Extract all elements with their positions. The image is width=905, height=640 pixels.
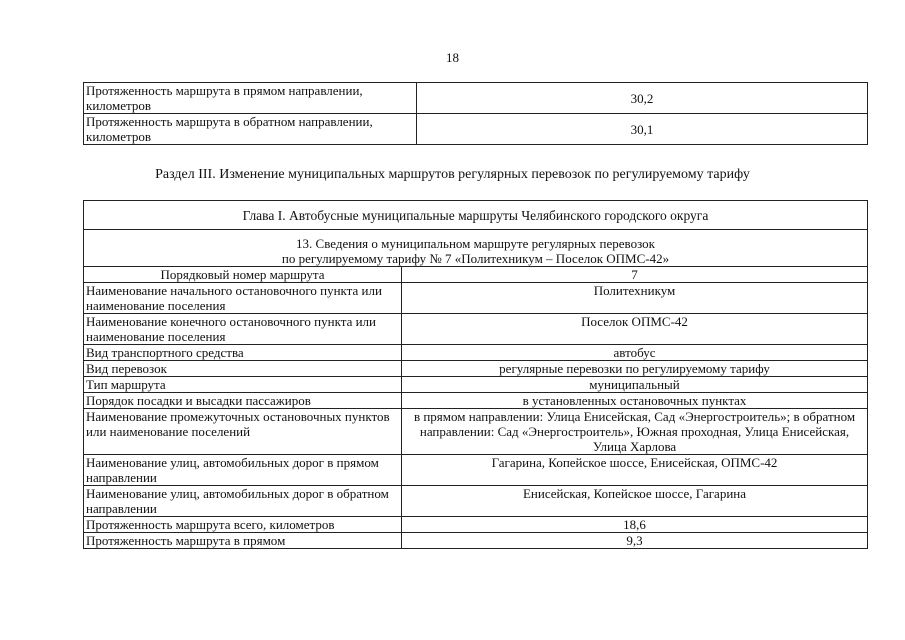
row-value: Политехникум (402, 283, 868, 314)
row-label: Наименование начального остановочного пункта или наименование поселения (84, 283, 402, 314)
route-number-value: 7 (402, 267, 868, 283)
row-label: Вид перевозок (84, 361, 402, 377)
row-value: Енисейская, Копейское шоссе, Гагарина (402, 486, 868, 517)
table-row (84, 314, 868, 345)
table-row (84, 283, 868, 314)
info-row (84, 230, 868, 267)
row-value: регулярные перевозки по регулируемому тарифу (402, 361, 868, 377)
table-row (84, 409, 868, 455)
row-label: Наименование улиц, автомобильных дорог в прямом направлении (84, 455, 402, 486)
row-value: муниципальный (402, 377, 868, 393)
row-value: Гагарина, Копейское шоссе, Енисейская, ОПМС-42 (402, 455, 868, 486)
row-label: Наименование конечного остановочного пункта или наименование поселения (84, 314, 402, 345)
row-label: Протяженность маршрута в прямом направлении, километров (84, 83, 417, 114)
route-info-title (84, 230, 868, 267)
row-value: автобус (402, 345, 868, 361)
table-row (84, 533, 868, 549)
row-label: Тип маршрута (84, 377, 402, 393)
table-row (84, 361, 868, 377)
route-info-line-1: 13. Сведения о муниципальном маршруте регулярных перевозок (296, 236, 655, 251)
row-value: 30,1 (417, 114, 868, 145)
row-label: Протяженность маршрута в прямом (84, 533, 402, 549)
table-row (84, 517, 868, 533)
section-title: Раздел III. Изменение муниципальных маршрутов регулярных перевозок по регулируемому тарифу (155, 167, 750, 182)
row-label: Наименование улиц, автомобильных дорог в обратном направлении (84, 486, 402, 517)
table-row (84, 486, 868, 517)
table-row (84, 267, 868, 283)
row-label: Протяженность маршрута всего, километров (84, 517, 402, 533)
table-row (84, 83, 868, 114)
row-label: Порядок посадки и высадки пассажиров (84, 393, 402, 409)
table-row (84, 114, 868, 145)
chapter-row (84, 201, 868, 230)
row-value: в прямом направлении: Улица Енисейская, Сад «Энергостроитель»; в обратном направлении: Сад «Энергостроитель», Южная проходная, Улица Енисейская, Улица Харлова (402, 409, 868, 455)
route-info-table (83, 200, 868, 549)
row-value: в установленных остановочных пунктах (402, 393, 868, 409)
row-label: Вид транспортного средства (84, 345, 402, 361)
row-value: 9,3 (402, 533, 868, 549)
table-row (84, 455, 868, 486)
route-number-label: Порядковый номер маршрута (84, 267, 402, 283)
row-label: Наименование промежуточных остановочных пунктов или наименование поселений (84, 409, 402, 455)
table-row (84, 377, 868, 393)
chapter-title: Глава I. Автобусные муниципальные маршруты Челябинского городского округа (84, 201, 868, 230)
page-number: 18 (446, 50, 459, 65)
row-value: Поселок ОПМС-42 (402, 314, 868, 345)
row-value: 18,6 (402, 517, 868, 533)
route-length-table (83, 82, 868, 145)
table-row (84, 393, 868, 409)
row-value: 30,2 (417, 83, 868, 114)
row-label: Протяженность маршрута в обратном направлении, километров (84, 114, 417, 145)
route-info-line-2: по регулируемому тарифу № 7 «Политехникум – Поселок ОПМС-42» (281, 251, 670, 266)
table-row (84, 345, 868, 361)
